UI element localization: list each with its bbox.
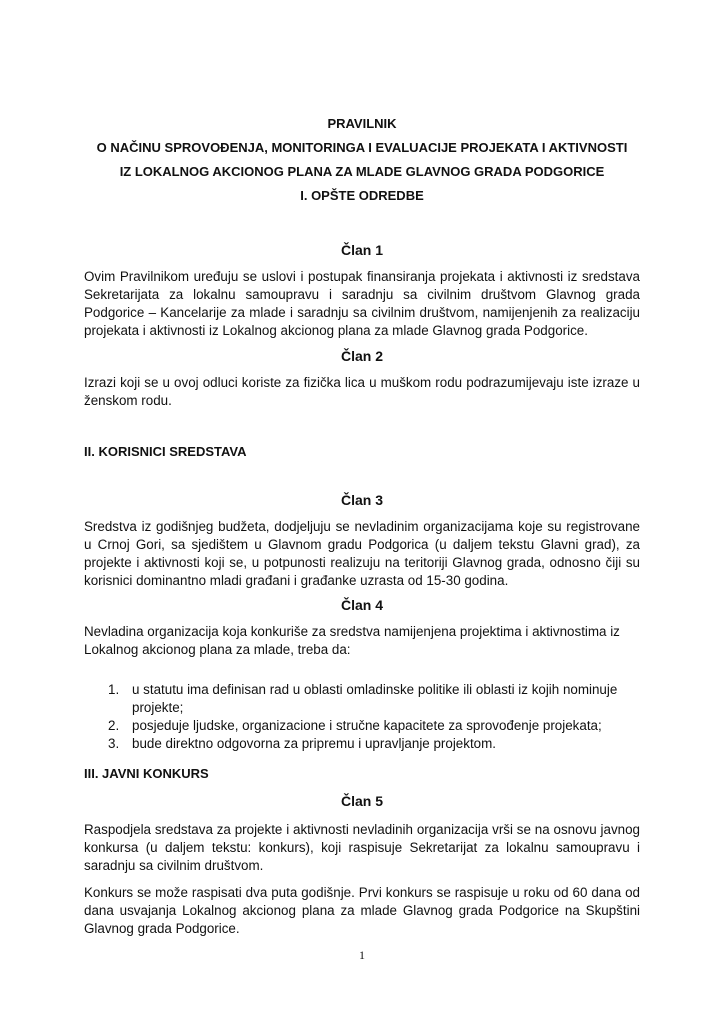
article-heading: Član 5 bbox=[340, 793, 383, 809]
article-heading: Član 3 bbox=[340, 492, 383, 508]
article-text: Raspodjela sredstava za projekte i aktivnosti nevladinih organizacija vrši se na osnovu javnog konkursa (u daljem tekstu: konkurs), koji raspisuje Sekretarijat za lokalnu samoupravu i saradnju sa civilnim društvom. bbox=[84, 822, 640, 873]
list-item bbox=[108, 681, 648, 717]
list-number: 2. bbox=[108, 718, 120, 733]
list-item-text: u statutu ima definisan rad u oblasti omladinske politike ili oblasti iz kojih nominuje projekte; bbox=[132, 682, 618, 715]
requirements-list bbox=[108, 681, 648, 753]
list-item-text: posjeduje ljudske, organizacione i stručne kapacitete za sprovođenje projekata; bbox=[132, 718, 602, 733]
article-text: Konkurs se može raspisati dva puta godišnje. Prvi konkurs se raspisuje u roku od 60 dana od dana usvajanja Lokalnog akcionog plana za mlade Glavnog grada Podgorice na Skupštini Glavnog grada Podgorice. bbox=[84, 885, 640, 936]
article-text: Izrazi koji se u ovoj odluci koriste za fizička lica u muškom rodu podrazumijevaju iste izraze u ženskom rodu. bbox=[84, 375, 640, 408]
section-heading: II. KORISNICI SREDSTAVA bbox=[84, 444, 247, 459]
section-heading: III. JAVNI KONKURS bbox=[84, 766, 209, 781]
list-item bbox=[108, 717, 648, 735]
page-number: 1 bbox=[359, 948, 365, 962]
article-text: Nevladina organizacija koja konkuriše za sredstva namijenjena projektima i aktivnostima iz Lokalnog akcionog plana za mlade, treba da: bbox=[84, 624, 620, 657]
article-heading: Član 1 bbox=[340, 242, 383, 258]
article-heading: Član 4 bbox=[340, 597, 383, 613]
list-number: 3. bbox=[108, 736, 120, 751]
doc-subtitle: O NAČINU SPROVOĐENJA, MONITORINGA I EVALUACIJE PROJEKATA I AKTIVNOSTI bbox=[96, 140, 628, 155]
doc-title: PRAVILNIK bbox=[327, 116, 397, 131]
doc-subtitle: IZ LOKALNOG AKCIONOG PLANA ZA MLADE GLAVNOG GRADA PODGORICE bbox=[119, 164, 605, 179]
list-item bbox=[108, 735, 648, 753]
list-item-text: bude direktno odgovorna za pripremu i upravljanje projektom. bbox=[132, 736, 496, 751]
article-heading: Član 2 bbox=[340, 348, 383, 364]
list-number: 1. bbox=[108, 682, 120, 697]
article-text: Sredstva iz godišnjeg budžeta, dodjeljuju se nevladinim organizacijama koje su registrovane u Crnoj Gori, sa sjedištem u Glavnom gradu Podgorica (u daljem tekstu Glavni grad), za projekte i aktivnosti koji se, u potpunosti realizuju na teritoriji Glavnog grada, odnosno čiji su korisnici dominantno mladi građani i građanke uzrasta od 15-30 godina. bbox=[84, 519, 640, 588]
article-text: Ovim Pravilnikom uređuju se uslovi i postupak finansiranja projekata i aktivnosti iz sredstava Sekretarijata za lokalnu samoupravu i saradnju sa civilnim društvom Glavnog grada Podgorice – Kancelarije za mlade i saradnju sa civilnim društvom, namijenjenih za realizaciju projekata i aktivnosti iz Lokalnog akcionog plana za mlade Glavnog grada Podgorice. bbox=[84, 269, 640, 338]
section-heading: I. OPŠTE ODREDBE bbox=[300, 188, 424, 203]
